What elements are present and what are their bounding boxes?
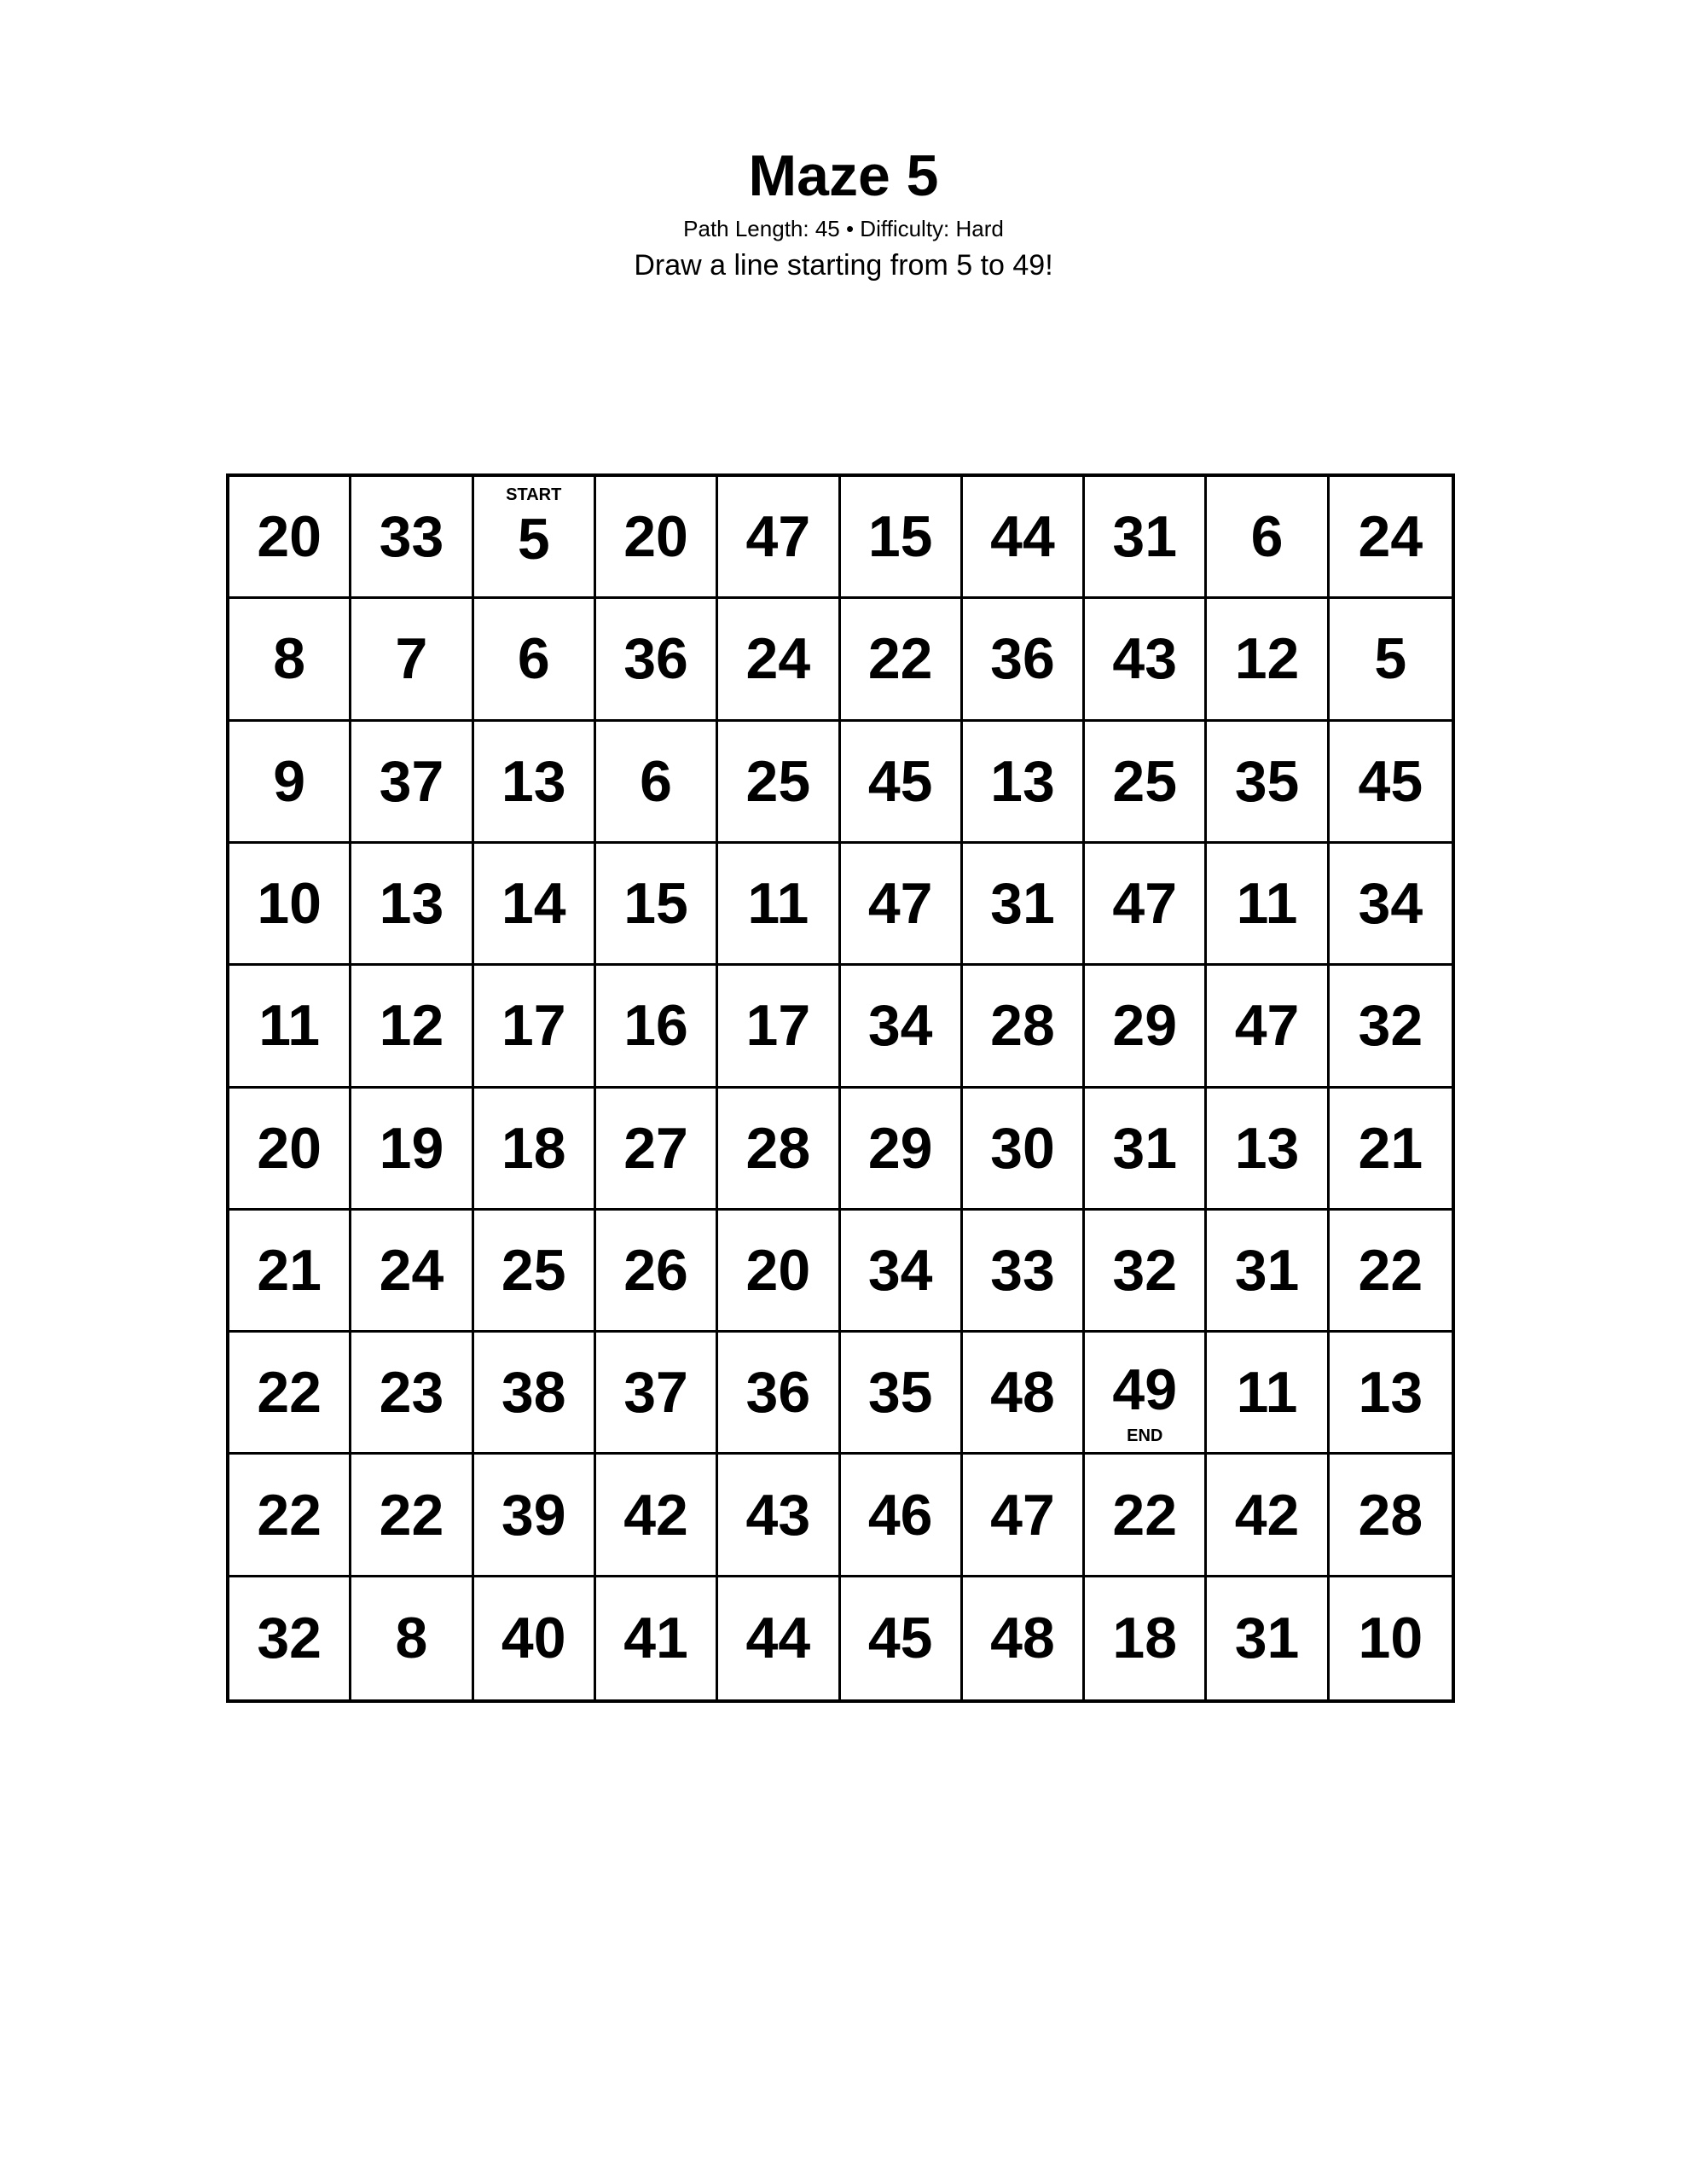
cell-number: 30 xyxy=(990,1115,1055,1181)
cell-number: 11 xyxy=(1236,871,1298,937)
cell-number: 27 xyxy=(623,1115,688,1181)
cell-number: 38 xyxy=(501,1360,566,1426)
maze-instructions: Draw a line starting from 5 to 49! xyxy=(634,249,1053,282)
maze-cell[interactable] xyxy=(1330,722,1452,844)
maze-cell[interactable] xyxy=(1330,844,1452,966)
maze-subtitle: Path Length: 45 • Difficulty: Hard xyxy=(683,216,1004,241)
maze-cell[interactable] xyxy=(841,1577,963,1699)
maze-cell[interactable] xyxy=(841,1211,963,1333)
maze-cell[interactable] xyxy=(351,599,473,721)
cell-number: 18 xyxy=(501,1115,566,1181)
cell-number: 17 xyxy=(745,993,811,1059)
cell-number: 31 xyxy=(1112,504,1178,570)
cell-number: 10 xyxy=(257,871,322,937)
maze-cell[interactable] xyxy=(1085,844,1207,966)
page-title: Maze 5 xyxy=(748,143,939,208)
cell-number: 8 xyxy=(273,626,306,692)
maze-cell[interactable] xyxy=(718,1211,840,1333)
cell-number: 32 xyxy=(257,1606,322,1671)
maze-cell[interactable] xyxy=(596,1211,718,1333)
maze-cell[interactable] xyxy=(1207,1333,1329,1455)
cell-number: 13 xyxy=(1358,1360,1423,1426)
maze-cell[interactable] xyxy=(1085,477,1207,599)
cell-number: 47 xyxy=(1234,993,1300,1059)
cell-number: 31 xyxy=(990,871,1055,937)
maze-cell[interactable] xyxy=(1330,1089,1452,1211)
cell-number: 15 xyxy=(623,871,688,937)
cell-number: 19 xyxy=(379,1115,444,1181)
maze-cell[interactable] xyxy=(718,844,840,966)
cell-number: 47 xyxy=(745,504,811,570)
maze-cell[interactable] xyxy=(351,477,473,599)
cell-number: 20 xyxy=(745,1237,811,1303)
maze-cell[interactable] xyxy=(596,966,718,1088)
maze-cell[interactable] xyxy=(1207,722,1329,844)
maze-cell[interactable] xyxy=(474,1211,596,1333)
cell-number: 34 xyxy=(867,993,933,1059)
maze-cell[interactable] xyxy=(1085,1089,1207,1211)
maze-cell[interactable] xyxy=(963,1577,1085,1699)
cell-number: 23 xyxy=(379,1360,444,1426)
cell-number: 6 xyxy=(1250,504,1284,570)
maze-cell[interactable] xyxy=(718,477,840,599)
maze-cell[interactable] xyxy=(596,599,718,721)
maze-cell[interactable] xyxy=(596,722,718,844)
maze-cell[interactable] xyxy=(1330,599,1452,721)
maze-cell[interactable] xyxy=(229,1577,351,1699)
cell-number: 5 xyxy=(517,507,550,572)
maze-cell[interactable] xyxy=(474,1333,596,1455)
cell-number: 43 xyxy=(1112,626,1178,692)
cell-number: 25 xyxy=(1112,748,1178,814)
maze-cell[interactable] xyxy=(963,1089,1085,1211)
cell-number: 43 xyxy=(745,1482,811,1548)
cell-number: 44 xyxy=(990,504,1055,570)
cell-number: 36 xyxy=(623,626,688,692)
cell-number: 22 xyxy=(257,1482,322,1548)
cell-number: 35 xyxy=(1234,748,1300,814)
cell-number: 6 xyxy=(517,626,550,692)
maze-cell[interactable] xyxy=(596,844,718,966)
maze-cell[interactable] xyxy=(963,1333,1085,1455)
cell-number: 20 xyxy=(257,1115,322,1181)
cell-number: 37 xyxy=(623,1360,688,1426)
maze-cell[interactable] xyxy=(1330,1333,1452,1455)
maze-cell[interactable] xyxy=(718,599,840,721)
cell-number: 45 xyxy=(867,1606,933,1671)
maze-cell[interactable] xyxy=(963,599,1085,721)
cell-number: 33 xyxy=(379,504,444,570)
maze-cell[interactable] xyxy=(229,1333,351,1455)
maze-cell[interactable] xyxy=(718,1333,840,1455)
cell-number: 25 xyxy=(501,1237,566,1303)
cell-number: 21 xyxy=(1358,1115,1423,1181)
cell-number: 11 xyxy=(1236,1360,1298,1426)
maze-cell[interactable] xyxy=(1085,1577,1207,1699)
maze-cell[interactable] xyxy=(351,1577,473,1699)
maze-cell[interactable] xyxy=(963,722,1085,844)
cell-number: 20 xyxy=(257,504,322,570)
maze-cell[interactable] xyxy=(841,722,963,844)
cell-number: 22 xyxy=(257,1360,322,1426)
maze-cell[interactable] xyxy=(229,1089,351,1211)
maze-cell[interactable] xyxy=(596,1333,718,1455)
maze-cell[interactable] xyxy=(1085,966,1207,1088)
cell-number: 36 xyxy=(745,1360,811,1426)
maze-cell[interactable] xyxy=(963,966,1085,1088)
cell-number: 47 xyxy=(867,871,933,937)
maze-cell-end[interactable] xyxy=(1085,1333,1207,1455)
cell-number: 22 xyxy=(867,626,933,692)
maze-cell[interactable] xyxy=(963,1211,1085,1333)
cell-number: 42 xyxy=(1234,1482,1300,1548)
maze-cell[interactable] xyxy=(1085,1211,1207,1333)
cell-number: 41 xyxy=(623,1606,688,1671)
maze-grid xyxy=(226,473,1455,1703)
cell-number: 37 xyxy=(379,748,444,814)
cell-number: 12 xyxy=(379,993,444,1059)
cell-number: 13 xyxy=(501,748,566,814)
cell-number: 12 xyxy=(1234,626,1300,692)
maze-cell[interactable] xyxy=(474,1089,596,1211)
maze-cell[interactable] xyxy=(229,966,351,1088)
cell-number: 45 xyxy=(1358,748,1423,814)
maze-cell[interactable] xyxy=(1207,1089,1329,1211)
maze-cell[interactable] xyxy=(474,1577,596,1699)
cell-number: 13 xyxy=(990,748,1055,814)
maze-cell[interactable] xyxy=(1207,1211,1329,1333)
cell-number: 7 xyxy=(395,626,428,692)
cell-number: 6 xyxy=(640,748,672,814)
maze-cell[interactable] xyxy=(1085,599,1207,721)
maze-cell[interactable] xyxy=(229,477,351,599)
cell-number: 33 xyxy=(990,1237,1055,1303)
maze-cell[interactable] xyxy=(1330,1455,1452,1577)
cell-number: 22 xyxy=(379,1482,444,1548)
maze-cell[interactable] xyxy=(351,1211,473,1333)
cell-number: 45 xyxy=(867,748,933,814)
cell-number: 34 xyxy=(867,1237,933,1303)
cell-number: 49 xyxy=(1112,1357,1178,1423)
maze-cell[interactable] xyxy=(963,1455,1085,1577)
cell-number: 46 xyxy=(867,1482,933,1548)
cell-number: 8 xyxy=(395,1606,428,1671)
maze-cell[interactable] xyxy=(718,966,840,1088)
maze-cell[interactable] xyxy=(474,844,596,966)
maze-cell[interactable] xyxy=(596,1455,718,1577)
maze-cell[interactable] xyxy=(474,966,596,1088)
cell-number: 29 xyxy=(1112,993,1178,1059)
cell-number: 5 xyxy=(1374,626,1407,692)
maze-cell[interactable] xyxy=(351,722,473,844)
cell-number: 28 xyxy=(1358,1482,1423,1548)
cell-number: 31 xyxy=(1112,1115,1178,1181)
cell-number: 32 xyxy=(1112,1237,1178,1303)
maze-cell[interactable] xyxy=(351,966,473,1088)
maze-cell[interactable] xyxy=(1207,1577,1329,1699)
maze-cell[interactable] xyxy=(1207,1455,1329,1577)
cell-number: 10 xyxy=(1358,1606,1423,1671)
maze-cell[interactable] xyxy=(229,1455,351,1577)
cell-number: 18 xyxy=(1112,1606,1178,1671)
cell-number: 28 xyxy=(990,993,1055,1059)
maze-cell-start[interactable] xyxy=(474,477,596,599)
cell-number: 31 xyxy=(1234,1606,1300,1671)
maze-cell[interactable] xyxy=(841,844,963,966)
cell-number: 16 xyxy=(623,993,688,1059)
cell-number: 47 xyxy=(1112,871,1178,937)
maze-cell[interactable] xyxy=(841,1455,963,1577)
cell-number: 36 xyxy=(990,626,1055,692)
maze-cell[interactable] xyxy=(718,1577,840,1699)
maze-cell[interactable] xyxy=(718,1455,840,1577)
cell-number: 9 xyxy=(273,748,306,814)
cell-number: 48 xyxy=(990,1606,1055,1671)
maze-cell[interactable] xyxy=(1330,966,1452,1088)
maze-cell[interactable] xyxy=(841,966,963,1088)
maze-cell[interactable] xyxy=(474,1455,596,1577)
cell-number: 32 xyxy=(1358,993,1423,1059)
maze-cell[interactable] xyxy=(474,722,596,844)
cell-number: 11 xyxy=(258,993,321,1059)
cell-number: 22 xyxy=(1112,1482,1178,1548)
cell-number: 48 xyxy=(990,1360,1055,1426)
cell-number: 44 xyxy=(745,1606,811,1671)
maze-cell[interactable] xyxy=(596,1089,718,1211)
cell-number: 11 xyxy=(747,871,809,937)
maze-cell[interactable] xyxy=(963,844,1085,966)
maze-cell[interactable] xyxy=(1207,599,1329,721)
maze-cell[interactable] xyxy=(229,599,351,721)
cell-number: 15 xyxy=(867,504,933,570)
maze-cell[interactable] xyxy=(1085,722,1207,844)
maze-cell[interactable] xyxy=(1330,1211,1452,1333)
maze-cell[interactable] xyxy=(841,599,963,721)
cell-number: 26 xyxy=(623,1237,688,1303)
cell-number: 13 xyxy=(1234,1115,1300,1181)
cell-number: 25 xyxy=(745,748,811,814)
cell-number: 24 xyxy=(1358,504,1423,570)
maze-cell[interactable] xyxy=(596,1577,718,1699)
maze-cell[interactable] xyxy=(963,477,1085,599)
maze-cell[interactable] xyxy=(1207,844,1329,966)
maze-cell[interactable] xyxy=(229,844,351,966)
cell-number: 39 xyxy=(501,1482,566,1548)
maze-cell[interactable] xyxy=(1330,1577,1452,1699)
cell-number: 13 xyxy=(379,871,444,937)
cell-number: 40 xyxy=(501,1606,566,1671)
maze-cell[interactable] xyxy=(1085,1455,1207,1577)
cell-number: 34 xyxy=(1358,871,1423,937)
maze-cell[interactable] xyxy=(718,722,840,844)
maze-cell[interactable] xyxy=(351,1455,473,1577)
maze-cell[interactable] xyxy=(841,1333,963,1455)
maze-cell[interactable] xyxy=(351,1089,473,1211)
maze-cell[interactable] xyxy=(1330,477,1452,599)
maze-cell[interactable] xyxy=(474,599,596,721)
cell-number: 20 xyxy=(623,504,688,570)
maze-cell[interactable] xyxy=(229,1211,351,1333)
cell-number: 47 xyxy=(990,1482,1055,1548)
maze-cell[interactable] xyxy=(1207,477,1329,599)
cell-number: 24 xyxy=(745,626,811,692)
start-label: START xyxy=(506,485,562,504)
cell-number: 21 xyxy=(257,1237,322,1303)
cell-number: 35 xyxy=(867,1360,933,1426)
maze-cell[interactable] xyxy=(841,1089,963,1211)
maze-cell[interactable] xyxy=(229,722,351,844)
cell-number: 42 xyxy=(623,1482,688,1548)
cell-number: 28 xyxy=(745,1115,811,1181)
maze-cell[interactable] xyxy=(351,1333,473,1455)
maze-cell[interactable] xyxy=(596,477,718,599)
cell-number: 24 xyxy=(379,1237,444,1303)
maze-cell[interactable] xyxy=(1207,966,1329,1088)
maze-cell[interactable] xyxy=(841,477,963,599)
maze-cell[interactable] xyxy=(718,1089,840,1211)
cell-number: 31 xyxy=(1234,1237,1300,1303)
cell-number: 29 xyxy=(867,1115,933,1181)
cell-number: 17 xyxy=(501,993,566,1059)
cell-number: 14 xyxy=(501,871,566,937)
cell-number: 22 xyxy=(1358,1237,1423,1303)
maze-cell[interactable] xyxy=(351,844,473,966)
end-label: END xyxy=(1127,1426,1163,1446)
